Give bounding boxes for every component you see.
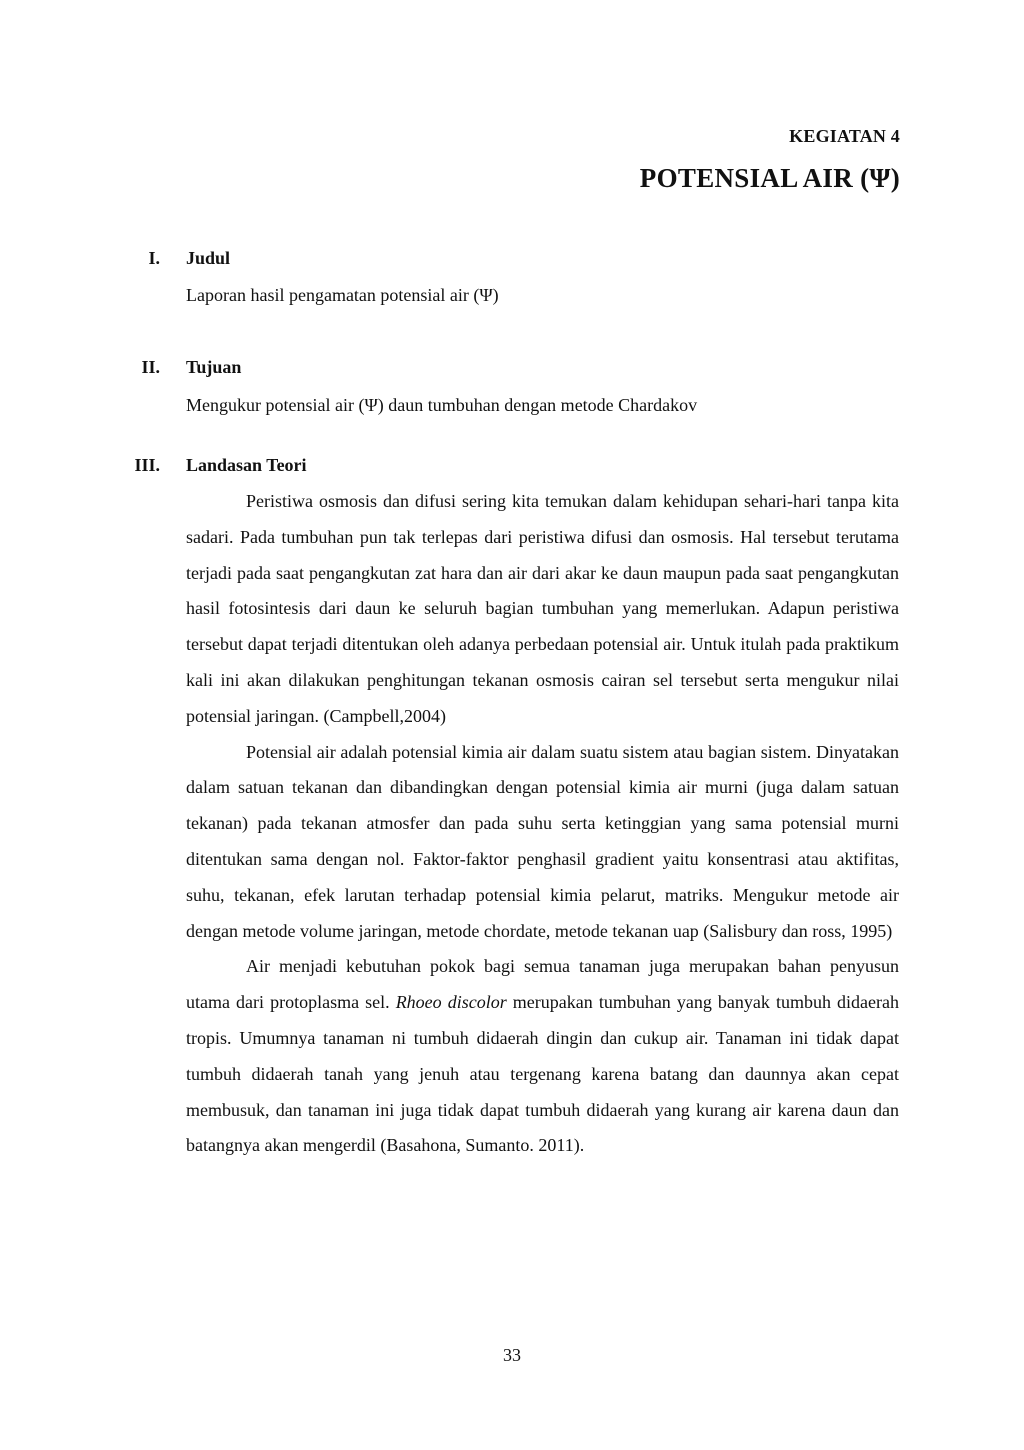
species-name: Rhoeo discolor xyxy=(395,992,507,1013)
section-text: Laporan hasil pengamatan potensial air (Ψ) xyxy=(186,285,499,305)
section-heading: Judul xyxy=(186,248,231,268)
page-title: POTENSIAL AIR (Ψ) xyxy=(639,163,900,193)
section-heading: Landasan Teori xyxy=(186,455,307,475)
section-text: Mengukur potensial air (Ψ) daun tumbuhan dengan metode Chardakov xyxy=(186,395,698,415)
paragraph: Peristiwa osmosis dan difusi sering kita temukan dalam kehidupan sehari-hari tanpa kita sadari. Pada tumbuhan pun tak terlepas dari peristiwa difusi dan osmosis. Hal tersebut terutama terjadi pada saat pengangkutan zat hara dan air dari akar ke daun maupun pada saat pengangkutan hasil fotosintesis dari daun ke seluruh bagian tumbuhan yang memerlukan. Adapun peristiwa tersebut dapat terjadi ditentukan oleh adanya perbedaan potensial air. Untuk itulah pada praktikum kali ini akan dilakukan penghitungan tekanan osmosis cairan sel tersebut serta mengukur nilai potensial jaringan. (Campbell,2004) xyxy=(186,491,899,726)
paragraph: Potensial air adalah potensial kimia air dalam suatu sistem atau bagian sistem. Dinyatakan dalam satuan tekanan dan dibandingkan dengan potensial kimia air murni (juga dalam satuan tekanan) pada tekanan atmosfer dan pada suhu serta ketinggian yang sama potensial murni ditentukan sama dengan nol. Faktor-faktor penghasil gradient yaitu konsentrasi atau aktifitas, suhu, tekanan, efek larutan terhadap potensial kimia pelarut, matriks. Mengukur metode air dengan metode volume jaringan, metode chordate, metode tekanan uap (Salisbury dan ross, 1995) xyxy=(186,741,899,941)
section-number: III. xyxy=(134,455,160,475)
paragraph-text: Air menjadi kebutuhan pokok bagi semua tanaman juga merupakan bahan penyusun utama dari protoplasma sel. xyxy=(186,956,899,1013)
section-heading: Tujuan xyxy=(186,357,242,377)
paragraph-text: merupakan tumbuhan yang banyak tumbuh didaerah tropis. Umumnya tanaman ni tumbuh didaerah dingin dan cukup air. Tanaman ini tidak dapat tumbuh didaerah tanah yang jenuh atau tergenang karena batang dan daunnya akan cepat membusuk, dan tanaman ini juga tidak dapat tumbuh didaerah yang kurang air karena daun dan batangnya akan mengerdil (Basahona, Sumanto. 2011). xyxy=(186,992,899,1156)
section-number: II. xyxy=(141,357,160,377)
theory-body xyxy=(186,484,899,1164)
paragraph xyxy=(186,949,899,1164)
section-number: I. xyxy=(148,248,160,268)
page-number: 33 xyxy=(503,1345,521,1365)
activity-label: KEGIATAN 4 xyxy=(789,126,900,146)
